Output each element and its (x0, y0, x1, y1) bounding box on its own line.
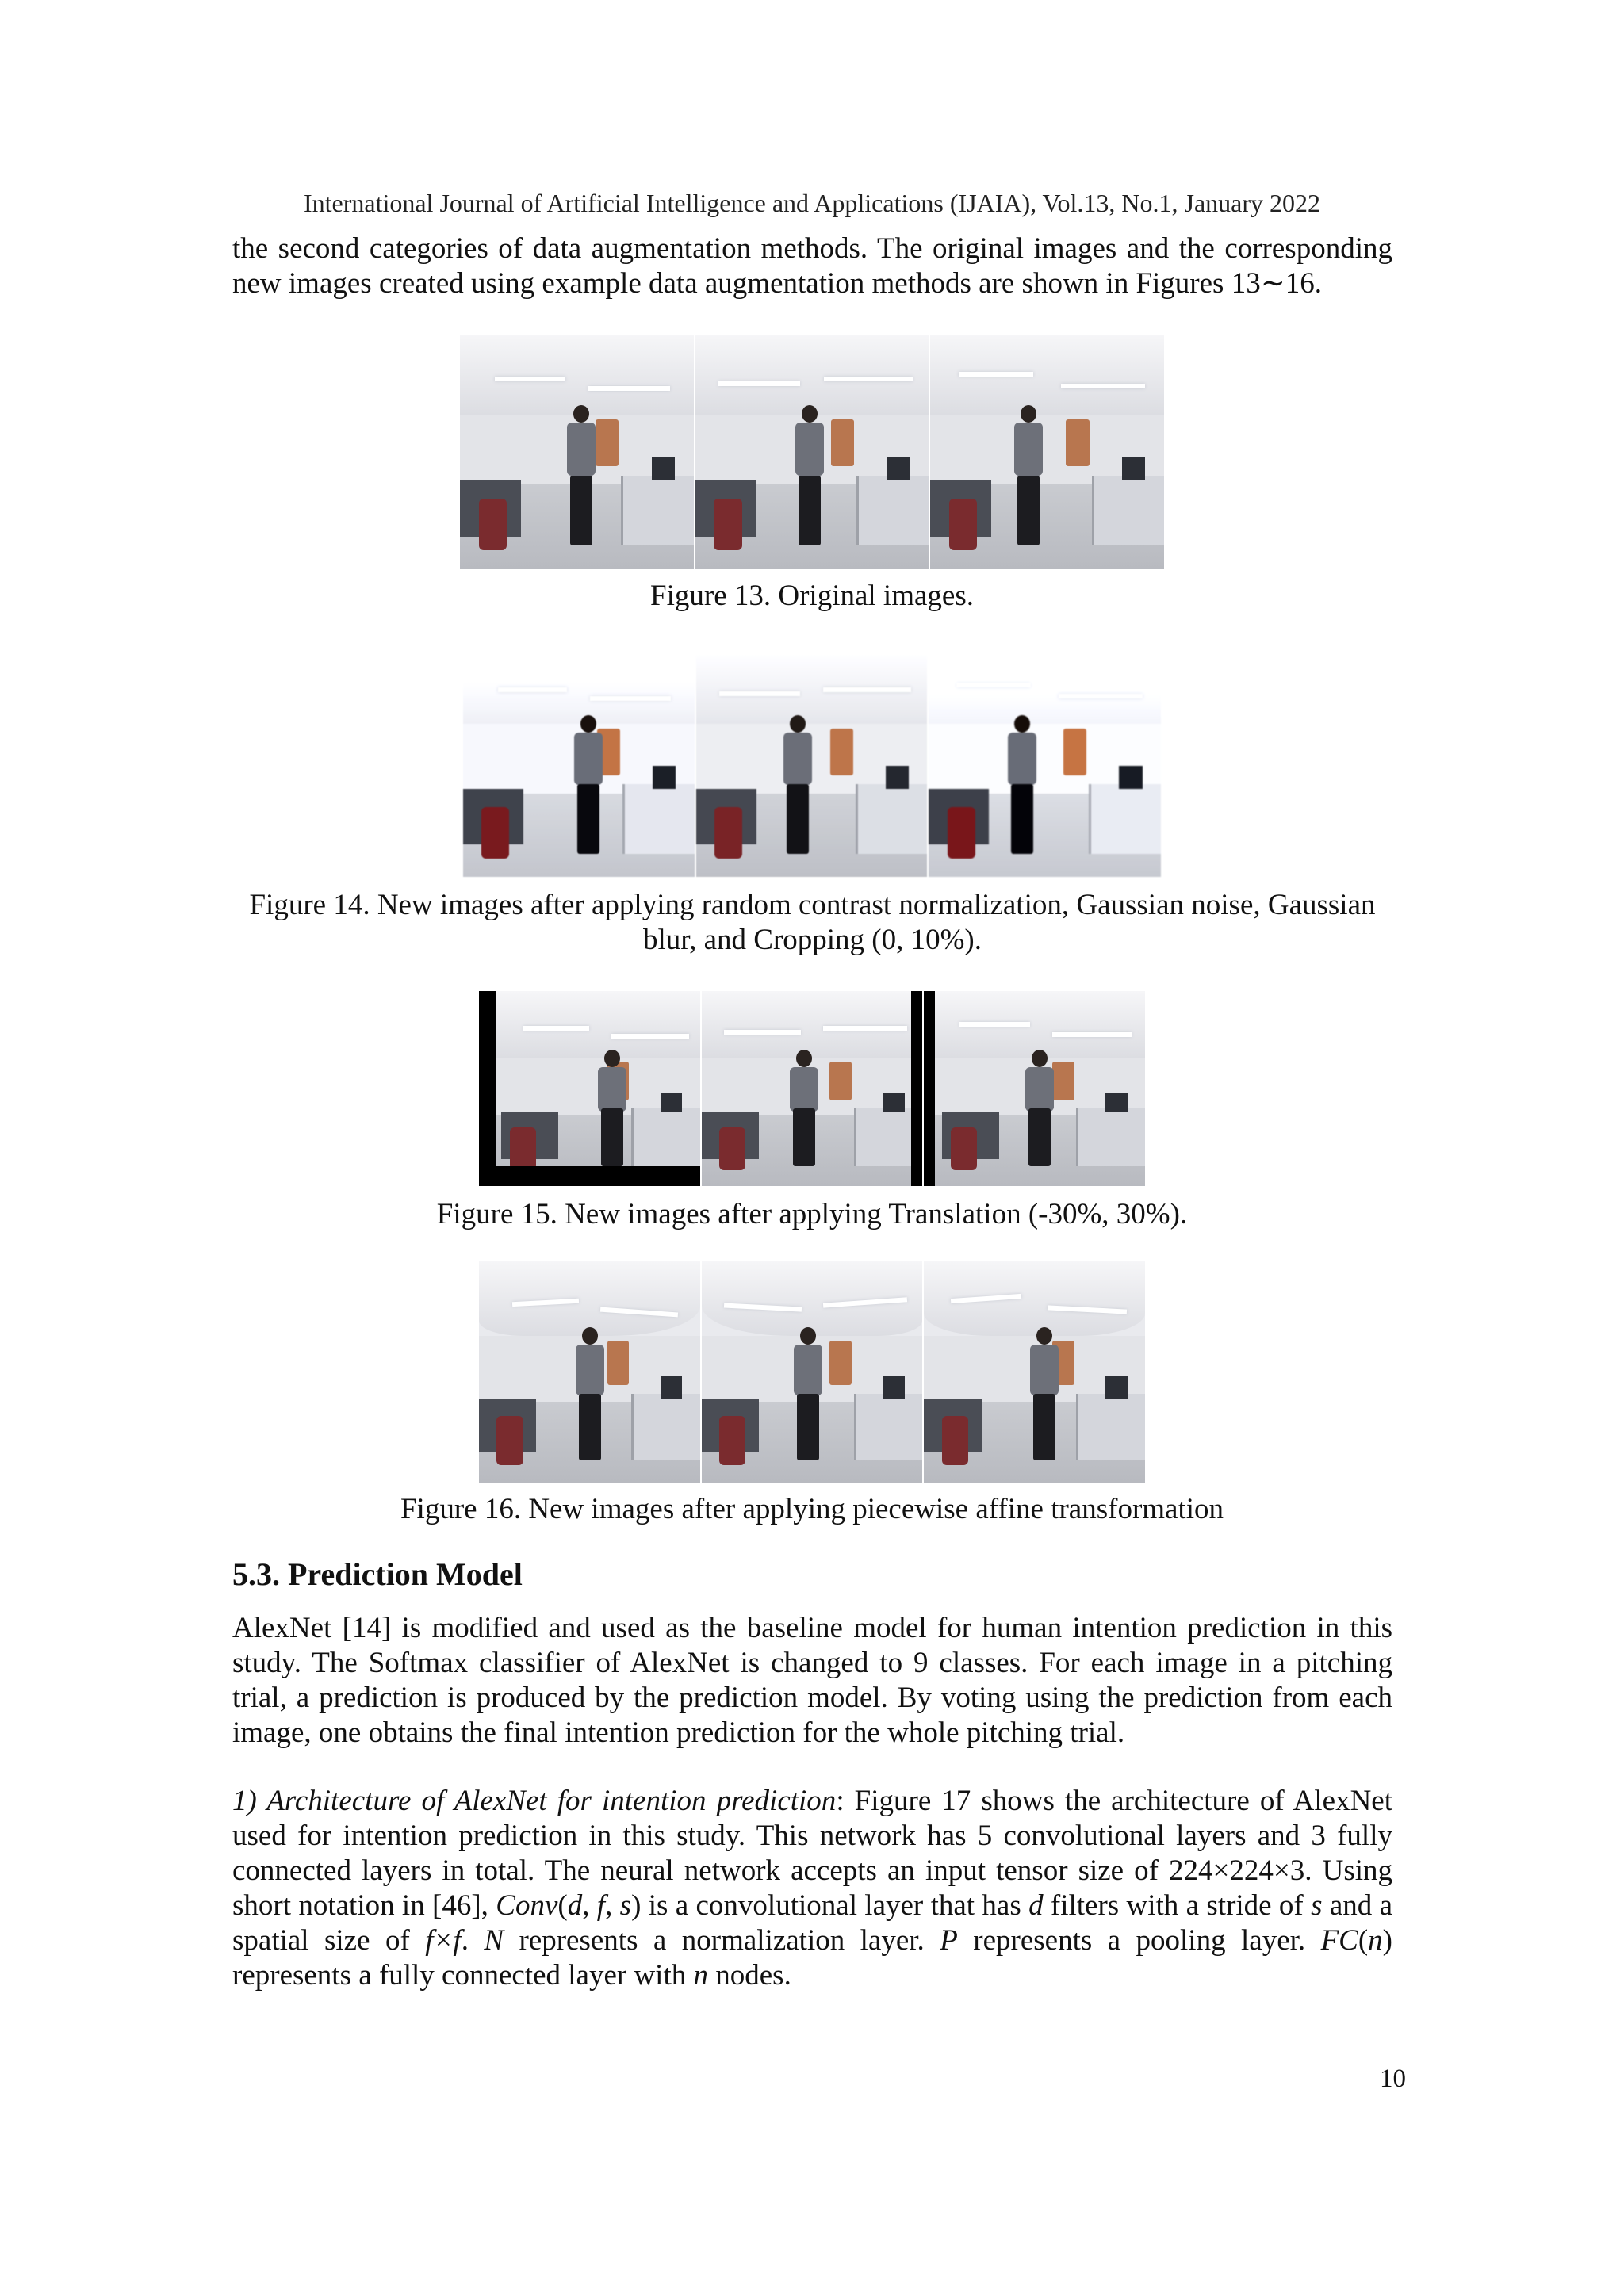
figure-13-photo-2 (695, 335, 931, 569)
section-heading: 5.3. Prediction Model (232, 1556, 523, 1592)
figure-16-photo-3 (924, 1261, 1145, 1483)
figure-16-caption: Figure 16. New images after applying piecewise affine transformation (400, 1493, 1224, 1525)
figure-14-caption: Figure 14. New images after applying random contrast normalization, Gaussian noise, Gaussian blur, and Cropping (0, 10%). (249, 889, 1376, 956)
paragraph-2: 1) Architecture of AlexNet for intention prediction: Figure 17 shows the architecture of AlexNet used for intention prediction in this study. This network has 5 convolutional layers and 3 fully connected layers in total. The neural network accepts an input tensor size of 224×224×3. Using short notation in [46], Conv(d, f, s) is a convolutional layer that has d filters with a stride of s and a spatial size of f×f. N represents a normalization layer. P represents a pooling layer. FC(n) represents a fully connected layer with n nodes. (232, 1785, 1393, 1992)
figure-14-images (463, 645, 1161, 877)
intro-paragraph: the second categories of data augmentation methods. The original images and the corresponding new images created using example data augmentation methods are shown in Figures 13∼16. (232, 232, 1392, 300)
figure-13-caption: Figure 13. Original images. (650, 580, 974, 612)
figure-14-photo-3 (929, 645, 1161, 877)
figure-16-images (479, 1261, 1145, 1483)
paragraph-1: AlexNet [14] is modified and used as the baseline model for human intention prediction in this study. The Softmax classifier of AlexNet is changed to 9 classes. For each image in a pitching trial, a prediction is produced by the prediction model. By voting using the prediction from each image, one obtains the final intention prediction for the whole pitching trial. (232, 1612, 1392, 1749)
figure-13-images (460, 335, 1164, 569)
figure-15-photo-2 (702, 991, 925, 1186)
figure-15-photo-3 (924, 991, 1145, 1186)
figure-16-photo-1 (479, 1261, 702, 1483)
figure-14-photo-2 (696, 645, 929, 877)
figure-13-photo-3 (930, 335, 1164, 569)
page-number: 10 (1380, 2064, 1406, 2093)
figure-15-caption: Figure 15. New images after applying Translation (-30%, 30%). (436, 1198, 1188, 1230)
figure-15-photo-1 (479, 991, 702, 1186)
journal-header: International Journal of Artificial Intelligence and Applications (IJAIA), Vol.13, No.1, January 2022 (303, 189, 1321, 217)
figure-13-photo-1 (460, 335, 695, 569)
figure-14-photo-1 (463, 645, 696, 877)
paragraph-2-lead: 1) Architecture of AlexNet for intention prediction (232, 1785, 837, 1817)
figure-16-photo-2 (702, 1261, 925, 1483)
figure-15-images (479, 991, 1145, 1186)
